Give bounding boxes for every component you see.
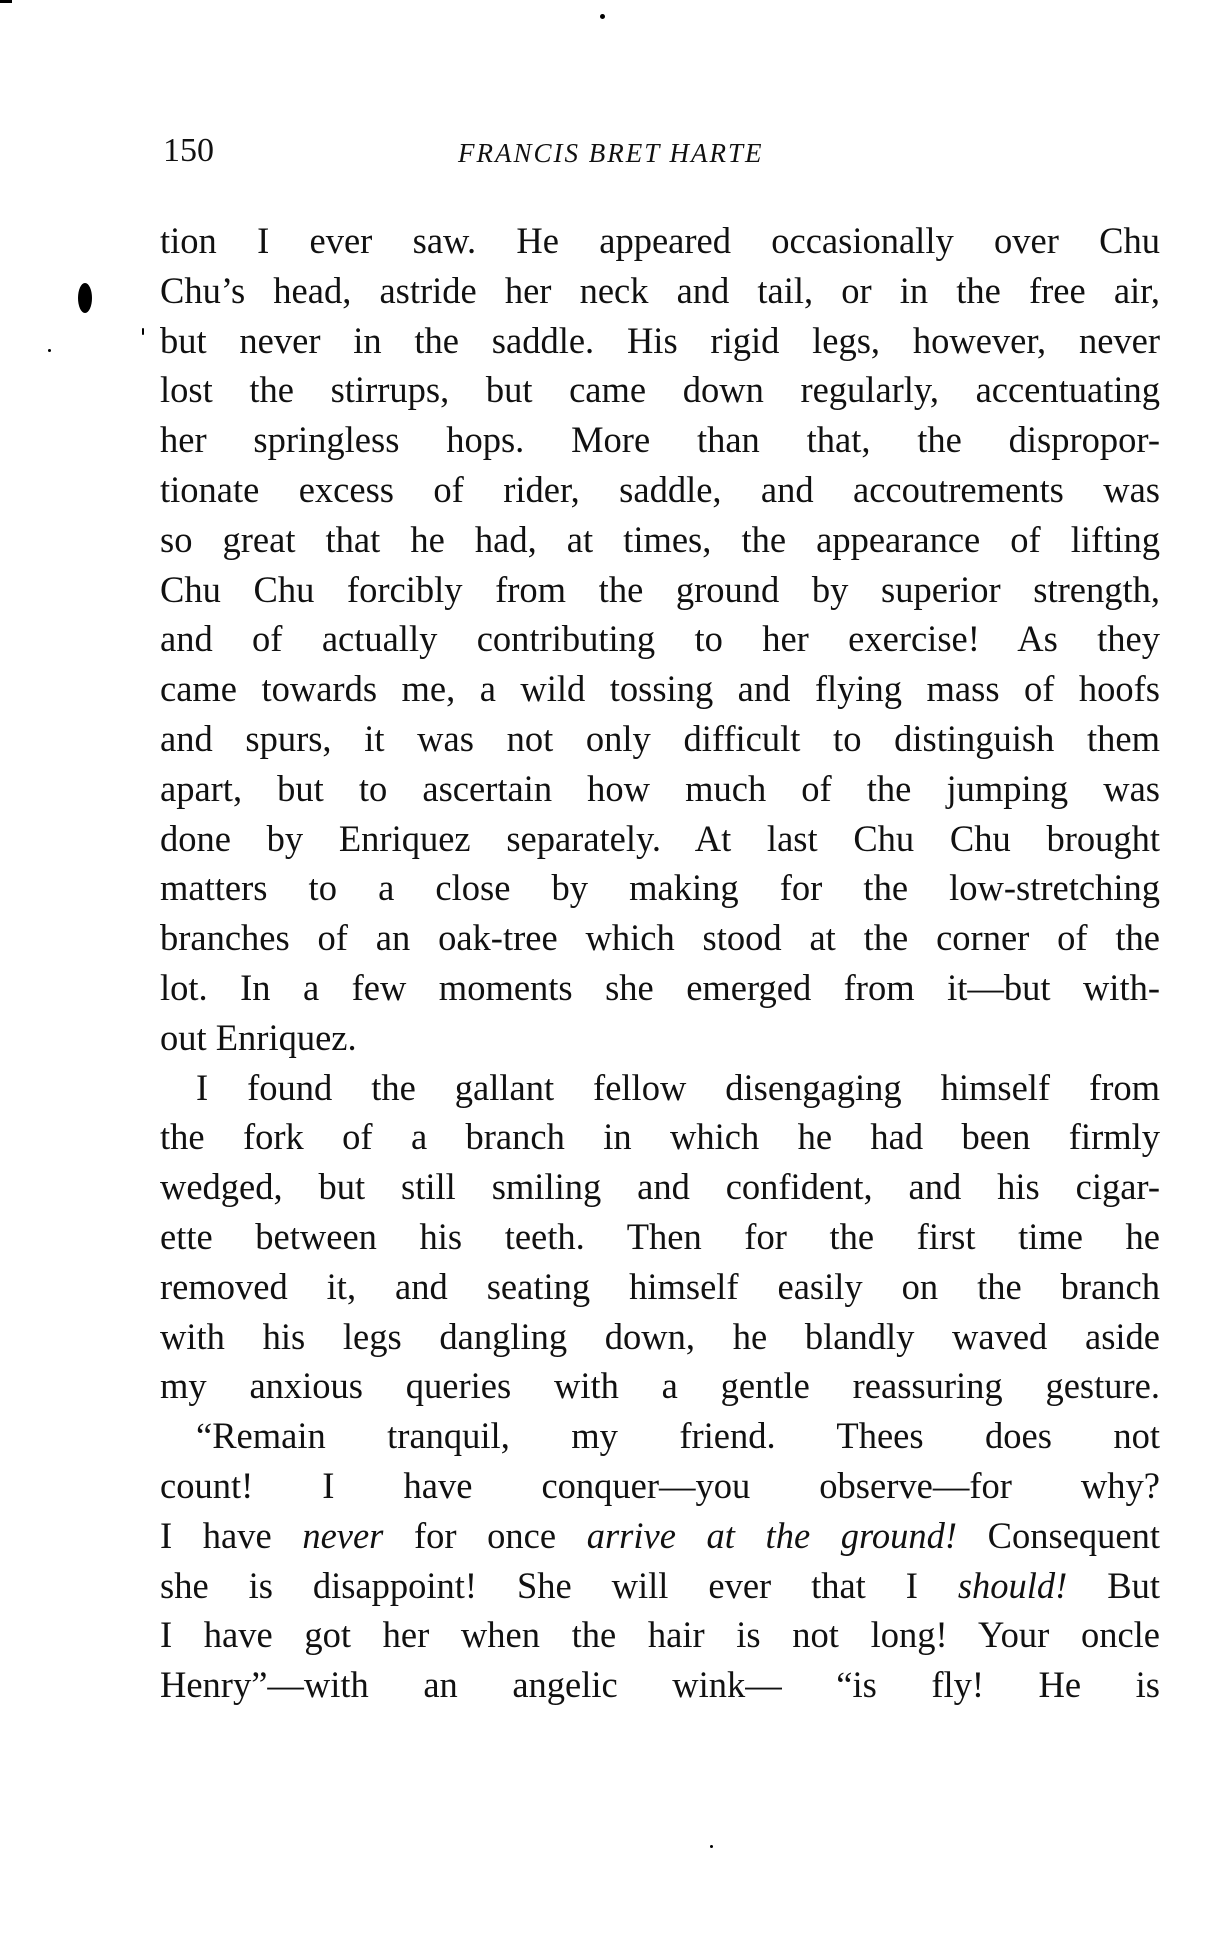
italic-run: arrive at the ground! (586, 1514, 958, 1556)
text-line: with his legs dangling down, he blandly waved aside (160, 1315, 1160, 1357)
text-line: and spurs, it was not only difficult to distinguish them (160, 717, 1160, 759)
ink-speck (48, 349, 51, 352)
text-line: so great that he had, at times, the appearance of lifting (160, 518, 1160, 560)
page-header (163, 132, 1163, 182)
page-number: 150 (163, 132, 214, 169)
text-line: tionate excess of rider, saddle, and accoutrements was (160, 468, 1160, 510)
text-line: out Enriquez. (160, 1016, 357, 1058)
ink-speck (710, 1845, 713, 1848)
text-line: removed it, and seating himself easily on the branch (160, 1265, 1160, 1307)
text-line: count! I have conquer—you observe—for why? (160, 1464, 1160, 1506)
text-run: for once (383, 1514, 587, 1556)
text-line: Chu’s head, astride her neck and tail, or in the free air, (160, 269, 1160, 311)
body-text (160, 216, 1160, 1710)
text-line: I found the gallant fellow disengaging himself from (196, 1066, 1160, 1108)
text-line: my anxious queries with a gentle reassuring gesture. (160, 1365, 1160, 1407)
text-line: and of actually contributing to her exercise! As they (160, 618, 1160, 660)
text-line: branches of an oak-tree which stood at the corner of the (160, 917, 1160, 959)
text-line: lot. In a few moments she emerged from it—but with- (160, 966, 1160, 1008)
text-line: Chu Chu forcibly from the ground by superior strength, (160, 568, 1160, 610)
ink-speck (0, 0, 12, 3)
text-run: Consequent (957, 1514, 1160, 1556)
text-line: tion I ever saw. He appeared occasionally over Chu (160, 220, 1160, 261)
text-line: but never in the saddle. His rigid legs, however, never (160, 319, 1160, 361)
text-line: lost the stirrups, but came down regularly, accentuating (160, 369, 1160, 411)
text-line (160, 1511, 1160, 1561)
text-line: “Remain tranquil, my friend. Thees does not (196, 1415, 1160, 1457)
italic-run: never (302, 1514, 384, 1556)
text-line: her springless hops. More than that, the dispropor- (160, 419, 1160, 461)
text-line: matters to a close by making for the low-stretching (160, 867, 1160, 909)
text-line: came towards me, a wild tossing and flying mass of hoofs (160, 668, 1160, 710)
text-line: done by Enriquez separately. At last Chu Chu brought (160, 817, 1160, 859)
ink-speck (600, 14, 605, 19)
text-line: wedged, but still smiling and confident, and his cigar- (160, 1166, 1160, 1208)
text-run: I have (160, 1514, 303, 1556)
ink-speck (142, 328, 144, 335)
text-run: But (1067, 1564, 1160, 1606)
text-line: Henry”—with an angelic wink— “is fly! He is (160, 1664, 1160, 1706)
text-line: apart, but to ascertain how much of the jumping was (160, 767, 1160, 809)
running-title: FRANCIS BRET HARTE (458, 138, 764, 168)
ink-spot (78, 283, 92, 313)
text-line (160, 1561, 1160, 1611)
italic-run: should! (957, 1564, 1068, 1606)
text-line: I have got her when the hair is not long! Your oncle (160, 1614, 1160, 1656)
text-line: the fork of a branch in which he had been firmly (160, 1116, 1160, 1158)
text-run: she is disappoint! She will ever that I (160, 1564, 958, 1606)
text-line: ette between his teeth. Then for the first time he (160, 1215, 1160, 1257)
